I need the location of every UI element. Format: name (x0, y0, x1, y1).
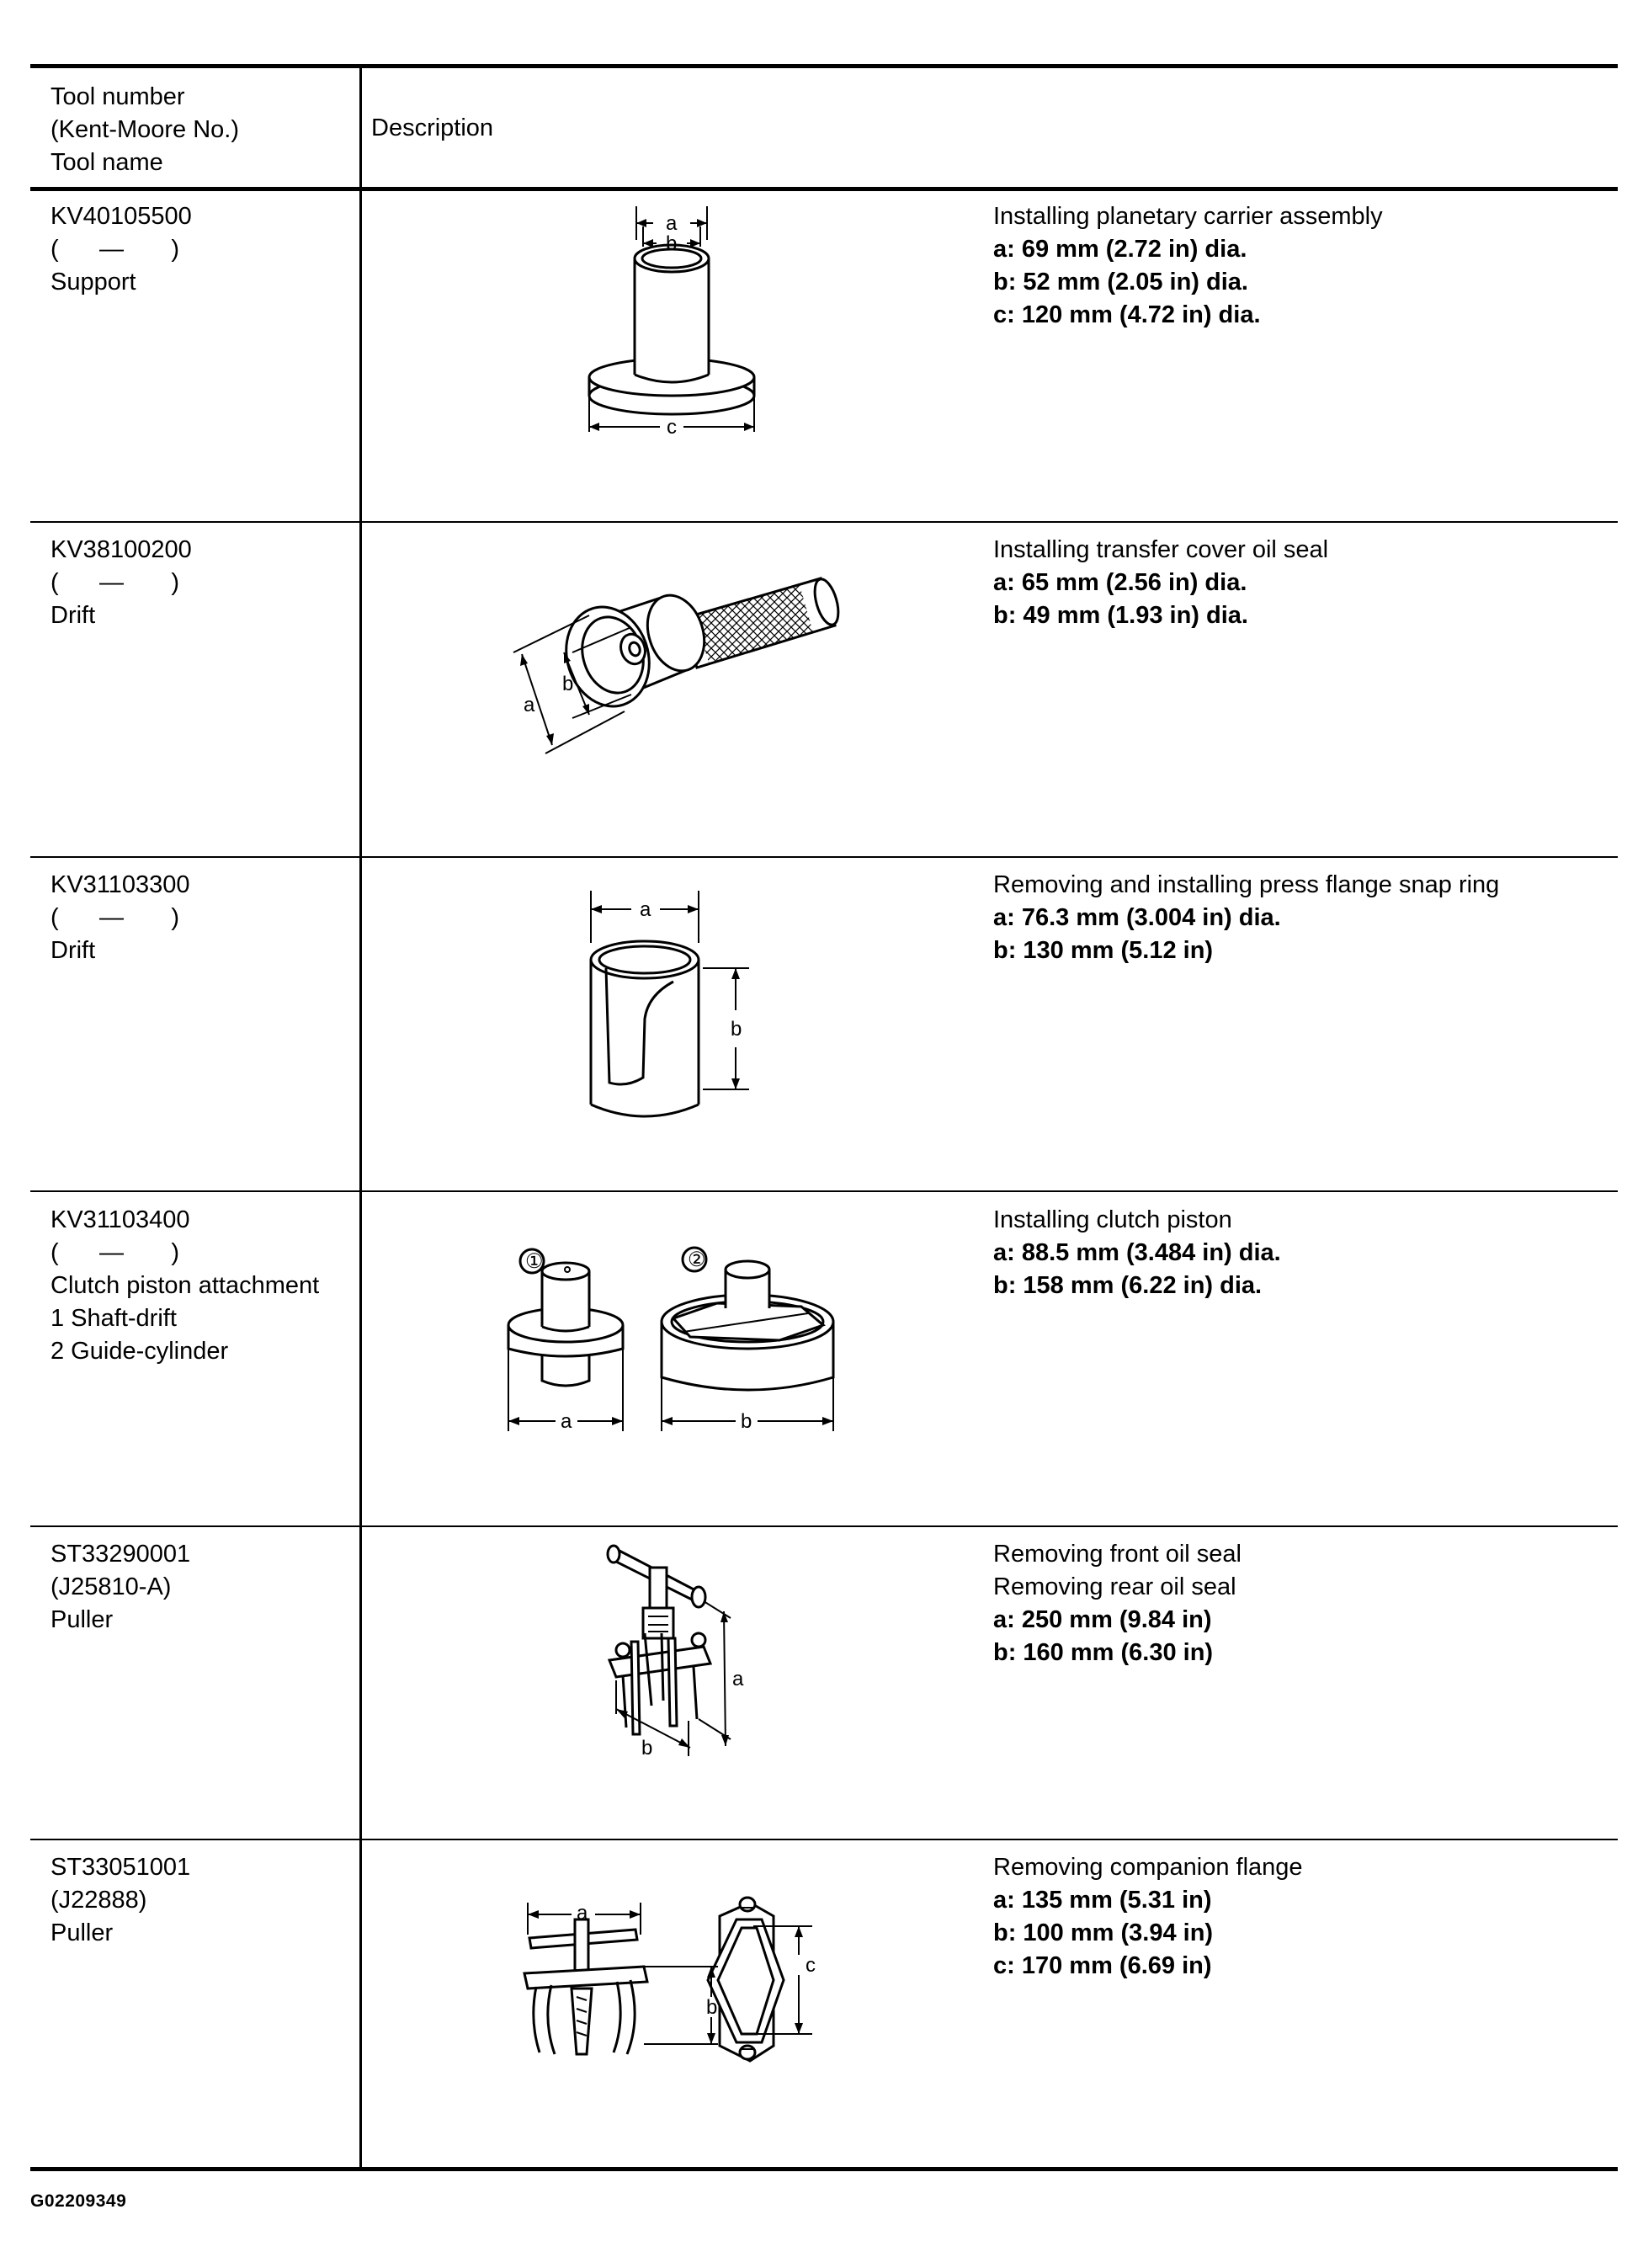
label-a: a (561, 1410, 572, 1433)
spec-a: a: 250 mm (9.84 in) (993, 1606, 1212, 1633)
tool-number: KV31103300 (51, 871, 190, 898)
label-b: b (741, 1410, 752, 1433)
description-text: Installing planetary carrier assembly (993, 203, 1383, 230)
label-b: b (562, 673, 574, 695)
spec-b: b: 158 mm (6.22 in) dia. (993, 1272, 1263, 1299)
kent-moore-number: ( — ) (51, 236, 180, 263)
row-1-tool (51, 200, 192, 299)
row-2-tool (51, 534, 192, 632)
kent-moore-number: ( — ) (51, 1239, 180, 1266)
label-b: b (706, 1996, 718, 2019)
tool-name: Clutch piston attachment (51, 1272, 320, 1299)
description-text: Removing companion flange (993, 1854, 1303, 1881)
tool-name: Puller (51, 1606, 114, 1633)
row-divider (30, 521, 1618, 523)
spec-a: a: 76.3 mm (3.004 in) dia. (993, 904, 1281, 931)
row-6-tool (51, 1851, 190, 1950)
part-2-marker: ② (688, 1248, 706, 1271)
spec-c: c: 120 mm (4.72 in) dia. (993, 301, 1261, 328)
row-4-description (993, 1204, 1281, 1302)
table-top-border (30, 64, 1618, 68)
tool-name: Support (51, 269, 136, 295)
spec-a: a: 65 mm (2.56 in) dia. (993, 569, 1247, 596)
tool-name: Puller (51, 1919, 114, 1946)
spec-a: a: 69 mm (2.72 in) dia. (993, 236, 1247, 263)
spec-b: b: 100 mm (3.94 in) (993, 1919, 1214, 1946)
header-tool-name: Tool name (51, 149, 163, 176)
description-text: Installing clutch piston (993, 1206, 1232, 1233)
row-divider (30, 1190, 1618, 1192)
label-a: a (577, 1902, 588, 1925)
tool-number: ST33051001 (51, 1854, 191, 1881)
label-b: b (666, 232, 678, 255)
spec-c: c: 170 mm (6.69 in) (993, 1952, 1212, 1979)
row-divider (30, 856, 1618, 858)
description-text: Removing and installing press flange snap ring (993, 871, 1500, 898)
row-3-description (993, 869, 1499, 967)
kent-moore-number: ( — ) (51, 569, 180, 596)
part-2-name: 2 Guide-cylinder (51, 1338, 229, 1365)
label-b: b (731, 1018, 742, 1041)
header-description: Description (371, 114, 494, 141)
header-bottom-border (30, 187, 1618, 191)
row-6-description (993, 1851, 1303, 1983)
tool-number: KV40105500 (51, 203, 192, 230)
row-3-tool (51, 869, 190, 967)
clutch-piston-attachment-figure (505, 1238, 842, 1448)
companion-flange-puller-figure (518, 1886, 854, 2071)
spec-b: b: 49 mm (1.93 in) dia. (993, 602, 1248, 629)
spec-b: b: 160 mm (6.30 in) (993, 1639, 1214, 1666)
label-a: a (524, 694, 535, 716)
description-text-2: Removing rear oil seal (993, 1573, 1236, 1600)
row-1-description (993, 200, 1383, 332)
row-2-description (993, 534, 1328, 632)
label-a: a (640, 898, 651, 921)
support-tool-figure (572, 206, 791, 442)
tool-number: ST33290001 (51, 1541, 191, 1568)
row-4-tool (51, 1204, 319, 1368)
row-5-description (993, 1538, 1242, 1669)
kent-moore-number: ( — ) (51, 904, 180, 931)
row-5-tool (51, 1538, 190, 1637)
label-a: a (732, 1668, 744, 1690)
header-tool-number: Tool number (51, 83, 185, 110)
column-divider (359, 66, 362, 2169)
row-divider (30, 1525, 1618, 1527)
spec-a: a: 88.5 mm (3.484 in) dia. (993, 1239, 1281, 1266)
tool-number: KV38100200 (51, 536, 192, 563)
label-c: c (667, 416, 677, 439)
description-text: Installing transfer cover oil seal (993, 536, 1329, 563)
tool-number: KV31103400 (51, 1206, 190, 1233)
oil-seal-puller-figure (606, 1541, 758, 1781)
spec-b: b: 130 mm (5.12 in) (993, 937, 1214, 964)
header-kent-moore: (Kent-Moore No.) (51, 116, 240, 143)
kent-moore-number: (J22888) (51, 1887, 147, 1914)
spec-a: a: 135 mm (5.31 in) (993, 1887, 1212, 1914)
header-tool-column (51, 81, 239, 179)
table-bottom-border (30, 2167, 1618, 2171)
label-b: b (641, 1737, 653, 1760)
drift-tool-figure (505, 568, 859, 770)
kent-moore-number: (J25810-A) (51, 1573, 172, 1600)
row-divider (30, 1839, 1618, 1840)
figure-code: G02209349 (30, 2191, 127, 2211)
label-c: c (806, 1954, 816, 1977)
snap-ring-drift-figure (581, 884, 774, 1137)
part-1-name: 1 Shaft-drift (51, 1305, 177, 1332)
tool-name: Drift (51, 602, 96, 629)
description-text: Removing front oil seal (993, 1541, 1242, 1568)
label-a: a (666, 212, 678, 235)
part-1-marker: ① (525, 1250, 544, 1273)
tool-name: Drift (51, 937, 96, 964)
spec-b: b: 52 mm (2.05 in) dia. (993, 269, 1248, 295)
